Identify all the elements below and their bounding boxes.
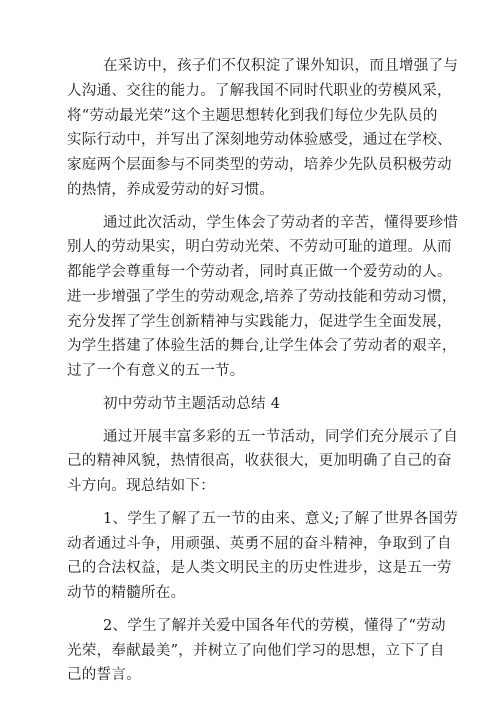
paragraph-1-line-4: 实际行动中，并写出了深刻地劳动体验感受，通过在学校、: [67, 132, 452, 149]
paragraph-1-line-1: 在采访中，孩子们不仅积淀了课外知识，而且增强了与: [103, 58, 459, 74]
paragraph-1-line-2: 人沟通、交往的能力。了解我国不同时代职业的劳模风采，: [67, 82, 452, 99]
list-item-1-line-3: 己的合法权益，是人类文明民主的历史性进步，这是五一劳: [67, 560, 452, 577]
list-item-2-line-3: 己的誓言。: [67, 667, 141, 684]
paragraph-2-line-6: 为学生搭建了体验生活的舞台,让学生体会了劳动者的艰辛，: [67, 338, 457, 355]
paragraph-3-line-2: 己的精神风貌，热情很高，收获很大，更加明确了自己的奋: [67, 453, 452, 470]
paragraph-1-line-3: 将“劳动最光荣”这个主题思想转化到我们每位少先队员的: [67, 107, 438, 124]
list-item-1-line-1: 1、学生了解了五一节的由来、意义;了解了世界各国劳: [103, 510, 459, 527]
list-item-1-line-4: 动节的精髓所在。: [67, 585, 186, 601]
list-item-2-line-1: 2、学生了解并关爱中国各年代的劳模，懂得了“劳动: [103, 617, 446, 634]
paragraph-2-line-2: 别人的劳动果实，明白劳动光荣、不劳动可耻的道理。从而: [67, 239, 452, 256]
paragraph-2-line-3: 都能学会尊重每一个劳动者，同时真正做一个爱劳动的人。: [67, 264, 452, 280]
section-heading: 初中劳动节主题活动总结 4: [103, 395, 281, 412]
paragraph-2-line-7: 过了一个有意义的五一节。: [67, 363, 245, 379]
paragraph-2-line-4: 进一步增强了学生的劳动观念,培养了劳动技能和劳动习惯，: [67, 288, 457, 305]
paragraph-3-line-1: 通过开展丰富多彩的五一节活动，同学们充分展示了自: [103, 428, 459, 445]
paragraph-3-line-3: 斗方向。现总结如下：: [67, 478, 215, 494]
paragraph-1-line-5: 家庭两个层面参与不同类型的劳动，培养少先队员积极劳动: [67, 157, 452, 173]
paragraph-2-line-1: 通过此次活动，学生体会了劳动者的辛苦，懂得要珍惜: [103, 214, 459, 231]
list-item-1-line-2: 动者通过斗争，用顽强、英勇不屈的奋斗精神，争取到了自: [67, 535, 452, 552]
paragraph-2-line-5: 充分发挥了学生创新精神与实践能力，促进学生全面发展，: [67, 313, 452, 330]
paragraph-1-line-6: 的热情，养成爱劳动的好习惯。: [67, 181, 275, 198]
list-item-2-line-2: 光荣，奉献最美”，并树立了向他们学习的思想，立下了自: [67, 642, 445, 659]
